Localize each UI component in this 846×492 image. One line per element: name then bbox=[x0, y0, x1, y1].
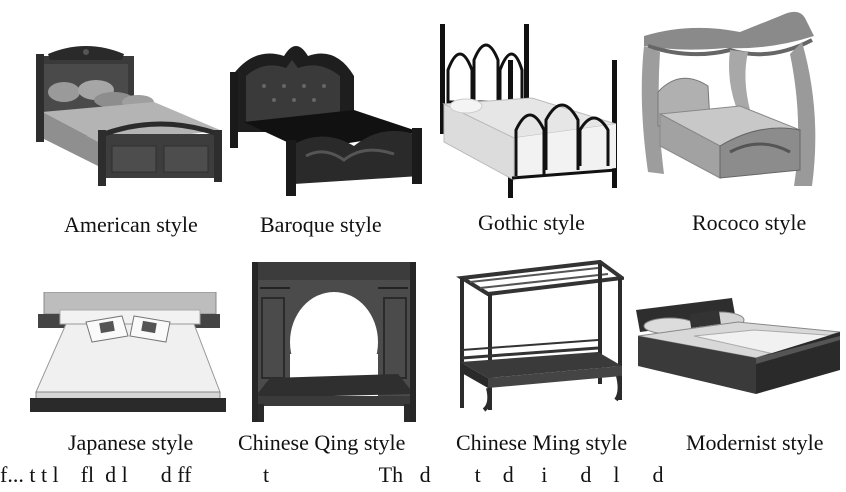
baroque-bed-image bbox=[224, 36, 424, 196]
rococo-style-caption: Rococo style bbox=[692, 210, 807, 235]
chinese-qing-style-caption: Chinese Qing style bbox=[238, 430, 406, 455]
modernist-bed-image bbox=[634, 296, 842, 406]
japanese-style-caption: Japanese style bbox=[68, 430, 194, 455]
american-style-caption: American style bbox=[64, 212, 198, 237]
american-bed-image bbox=[34, 42, 224, 190]
gothic-bed-image bbox=[436, 20, 622, 198]
clipped-body-text: f... t t l fl d l d ff t Th d t d i d l d bbox=[0, 462, 664, 487]
japanese-bed-image bbox=[30, 292, 226, 414]
modernist-style-caption: Modernist style bbox=[686, 430, 824, 455]
chinese-ming-style-caption: Chinese Ming style bbox=[456, 430, 628, 455]
chinese-qing-bed-image bbox=[250, 258, 418, 424]
gothic-style-caption: Gothic style bbox=[478, 210, 585, 235]
rococo-bed-image bbox=[630, 2, 826, 198]
baroque-style-caption: Baroque style bbox=[260, 212, 382, 237]
chinese-ming-bed-image bbox=[448, 258, 624, 416]
